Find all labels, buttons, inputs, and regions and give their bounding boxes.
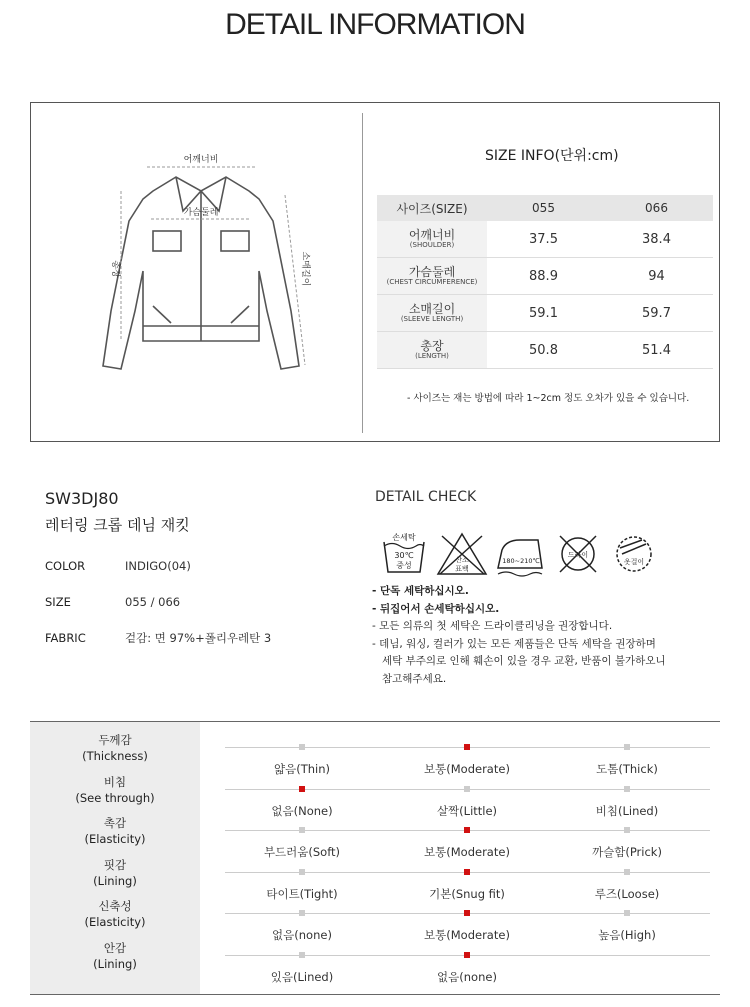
fabric-option: 까슬함(Prick) <box>592 845 662 859</box>
fabric-marker-selected <box>464 827 470 833</box>
care-line: 참고해주세요. <box>382 672 447 685</box>
fabric-label-ko: 핏감 <box>103 857 127 872</box>
fabric-row <box>30 770 720 818</box>
fabric-option: 없음(none) <box>437 969 497 984</box>
fabric-option: 얇음(Thin) <box>274 762 330 776</box>
svg-text:표백: 표백 <box>455 565 469 573</box>
row-label: 소매길이 (SLEEVE LENGTH) <box>377 295 487 332</box>
fabric-row-label <box>30 857 200 889</box>
row-label: 총장 (LENGTH) <box>377 332 487 369</box>
table-row <box>377 332 713 369</box>
fabric-option: 비침(Lined) <box>595 803 659 818</box>
fabric-marker-selected <box>464 744 470 750</box>
fabric-label-en: (Lining) <box>93 956 137 971</box>
svg-text:중성: 중성 <box>396 561 412 570</box>
fabric-option: 타이트(Tight) <box>266 886 338 901</box>
care-line: 세탁 부주의로 인해 훼손이 있을 경우 교환, 반품이 불가하오니 <box>382 655 666 667</box>
table-row <box>377 295 713 332</box>
care-line: - 데님, 워싱, 컬러가 있는 모든 제품들은 단독 세탁을 권장하며 <box>372 637 656 650</box>
fabric-marker-selected <box>464 869 470 875</box>
fabric-option: 있음(Lined) <box>270 969 334 984</box>
svg-text:산소: 산소 <box>455 556 469 564</box>
fabric-row-label <box>30 898 200 930</box>
dry-shade-icon <box>617 537 651 571</box>
fabric-marker <box>624 744 630 750</box>
fabric-label-ko: 비침 <box>103 774 127 789</box>
fabric-option: 도톰(Thick) <box>596 762 658 776</box>
size-table <box>377 195 713 369</box>
svg-text:180~210℃: 180~210℃ <box>502 557 540 565</box>
fabric-label-en: (See through) <box>75 790 155 805</box>
fabric-row-label <box>30 732 200 764</box>
svg-text:옷걸이: 옷걸이 <box>623 558 645 566</box>
svg-text:30℃: 30℃ <box>394 551 414 560</box>
product-name: 레터링 크롭 데님 재킷 <box>45 516 190 534</box>
table-cell: 59.7 <box>600 295 713 332</box>
table-cell: 50.8 <box>487 332 600 369</box>
fabric-marker <box>299 869 305 875</box>
fabric-label-ko: 두께감 <box>98 733 132 747</box>
product-code: SW3DJ80 <box>45 489 119 508</box>
fabric-label-ko: 신축성 <box>98 899 132 913</box>
panel-divider <box>362 113 363 433</box>
fabric-marker-selected <box>299 786 305 792</box>
fabric-marker <box>299 952 305 958</box>
fabric-marker <box>624 910 630 916</box>
no-bleach-icon <box>438 534 486 574</box>
fabric-option: 보통(Moderate) <box>424 845 510 859</box>
size-col-header: 사이즈(SIZE) <box>377 195 487 221</box>
svg-text:손세탁: 손세탁 <box>392 533 416 542</box>
fabric-row-label <box>30 774 200 806</box>
fabric-marker <box>464 786 470 792</box>
page-title: DETAIL INFORMATION <box>225 8 525 41</box>
fabric-label-en: (Elasticity) <box>84 915 146 929</box>
size-note: - 사이즈는 재는 방법에 따라 1~2cm 정도 오차가 있을 수 있습니다. <box>407 393 690 404</box>
row-label: 어깨너비 (SHOULDER) <box>377 221 487 258</box>
fabric-marker <box>299 910 305 916</box>
fabric-marker <box>299 827 305 833</box>
fabric-marker <box>299 744 305 750</box>
fabric-option: 없음(None) <box>271 803 333 818</box>
fabric-option: 기본(Snug fit) <box>429 886 505 901</box>
table-row <box>377 258 713 295</box>
fabric-option: 없음(none) <box>272 928 332 942</box>
fabric-label-ko: 안감 <box>103 940 127 955</box>
table-cell: 59.1 <box>487 295 600 332</box>
size-table-header <box>377 195 713 221</box>
fabric-row-label <box>30 940 200 972</box>
fabric-option: 보통(Moderate) <box>424 928 510 942</box>
size-col-066: 066 <box>600 195 713 221</box>
fabric-option: 보통(Moderate) <box>424 762 510 776</box>
svg-text:드라이: 드라이 <box>567 551 589 559</box>
table-cell: 51.4 <box>600 332 713 369</box>
fabric-row <box>30 894 720 942</box>
table-cell: 37.5 <box>487 221 600 258</box>
table-row <box>377 221 713 258</box>
fabric-marker <box>624 827 630 833</box>
detail-check-title: DETAIL CHECK <box>375 489 477 505</box>
size-info-panel <box>30 102 720 442</box>
care-line: - 뒤집어서 손세탁하십시오. <box>372 602 500 615</box>
fabric-marker <box>624 786 630 792</box>
spec-fabric: FABRIC 겉감: 면 97%+폴리우레탄 3 <box>45 631 272 645</box>
hand-wash-icon <box>384 532 424 572</box>
spec-size: SIZE 055 / 066 <box>45 595 181 609</box>
fabric-row <box>30 728 720 776</box>
fabric-row <box>30 853 720 901</box>
fabric-marker-selected <box>464 910 470 916</box>
care-line: - 단독 세탁하십시오. <box>372 585 469 597</box>
size-col-055: 055 <box>487 195 600 221</box>
row-label: 가슴둘레 (CHEST CIRCUMFERENCE) <box>377 258 487 295</box>
fabric-marker-selected <box>464 952 470 958</box>
size-info-title: SIZE INFO(단위:cm) <box>485 148 619 164</box>
table-cell: 38.4 <box>600 221 713 258</box>
jacket-diagram <box>91 151 311 391</box>
fabric-option: 살짝(Little) <box>436 803 498 818</box>
fabric-row <box>30 936 720 984</box>
care-instructions <box>372 583 712 688</box>
shoulder-label: 어깨너비 <box>183 155 219 165</box>
spec-color: COLOR INDIGO(04) <box>45 559 191 573</box>
chest-label: 가슴둘레 <box>183 208 219 218</box>
iron-icon <box>498 540 542 576</box>
table-cell: 88.9 <box>487 258 600 295</box>
fabric-option: 높음(High) <box>598 928 656 942</box>
fabric-option: 부드러움(Soft) <box>263 845 341 859</box>
fabric-option: 루즈(Loose) <box>594 886 660 901</box>
fabric-info-section <box>30 721 720 995</box>
care-icons <box>380 530 680 580</box>
sleeve-label: 소매길이 <box>300 251 310 287</box>
table-cell: 94 <box>600 258 713 295</box>
fabric-label-ko: 촉감 <box>103 816 127 830</box>
care-line: - 모든 의류의 첫 세탁은 드라이클리닝을 권장합니다. <box>372 620 613 632</box>
fabric-marker <box>624 869 630 875</box>
fabric-row-label <box>30 815 200 847</box>
fabric-row <box>30 811 720 859</box>
fabric-label-en: (Lining) <box>93 873 137 888</box>
no-dry-clean-icon <box>560 536 596 572</box>
length-label: 총장 <box>110 260 120 278</box>
fabric-label-en: (Elasticity) <box>84 832 146 846</box>
fabric-label-en: (Thickness) <box>82 749 148 763</box>
